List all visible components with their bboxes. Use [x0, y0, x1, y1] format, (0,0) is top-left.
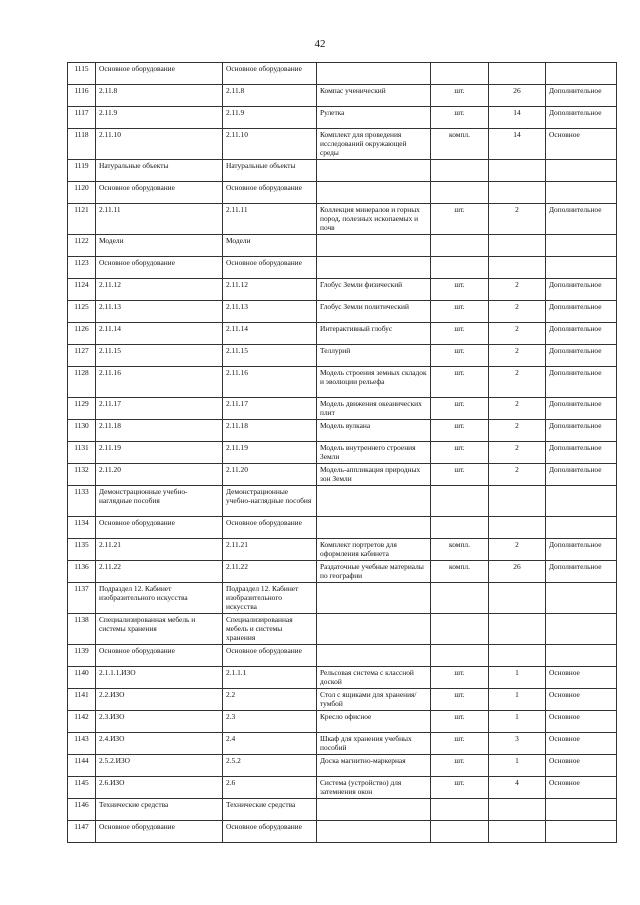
- table-row: [68, 63, 617, 85]
- item-name-cell: 2.11.8: [96, 85, 223, 107]
- item-code-cell: 2.5.2: [223, 755, 317, 777]
- row-number-cell: 1122: [68, 235, 96, 257]
- table-row: [68, 420, 617, 442]
- unit-cell: [431, 63, 489, 85]
- type-cell: Дополнительное: [546, 442, 617, 464]
- type-cell: Дополнительное: [546, 539, 617, 561]
- unit-cell: шт.: [431, 279, 489, 301]
- row-number-cell: 1137: [68, 583, 96, 614]
- description-cell: Глобус Земли политический: [317, 301, 431, 323]
- table-row: [68, 614, 617, 645]
- type-cell: [546, 583, 617, 614]
- table-row: [68, 711, 617, 733]
- table-row: [68, 301, 617, 323]
- table-row: [68, 345, 617, 367]
- quantity-cell: 1: [489, 755, 546, 777]
- type-cell: Дополнительное: [546, 107, 617, 129]
- description-cell: Модель строения земных складок и эволюции рельефа: [317, 367, 431, 398]
- quantity-cell: 2: [489, 420, 546, 442]
- item-name-cell: 2.11.20: [96, 464, 223, 486]
- description-cell: Компас ученический: [317, 85, 431, 107]
- quantity-cell: 2: [489, 464, 546, 486]
- type-cell: Основное: [546, 733, 617, 755]
- row-number-cell: 1117: [68, 107, 96, 129]
- item-name-cell: Основное оборудование: [96, 821, 223, 843]
- description-cell: [317, 614, 431, 645]
- table-row: [68, 279, 617, 301]
- type-cell: Основное: [546, 777, 617, 799]
- row-number-cell: 1129: [68, 398, 96, 420]
- item-code-cell: 2.11.20: [223, 464, 317, 486]
- item-code-cell: 2.4: [223, 733, 317, 755]
- item-name-cell: 2.11.15: [96, 345, 223, 367]
- description-cell: Модель внутреннего строения Земли: [317, 442, 431, 464]
- unit-cell: [431, 799, 489, 821]
- item-code-cell: 2.11.19: [223, 442, 317, 464]
- unit-cell: шт.: [431, 301, 489, 323]
- item-name-cell: Демонстрационные учебно-наглядные пособия: [96, 486, 223, 517]
- item-name-cell: 2.11.21: [96, 539, 223, 561]
- type-cell: [546, 182, 617, 204]
- quantity-cell: [489, 821, 546, 843]
- item-code-cell: 2.11.13: [223, 301, 317, 323]
- row-number-cell: 1138: [68, 614, 96, 645]
- row-number-cell: 1119: [68, 160, 96, 182]
- row-number-cell: 1131: [68, 442, 96, 464]
- description-cell: [317, 583, 431, 614]
- quantity-cell: 2: [489, 204, 546, 235]
- item-name-cell: 2.1.1.1.ИЗО: [96, 667, 223, 689]
- row-number-cell: 1124: [68, 279, 96, 301]
- item-code-cell: Основное оборудование: [223, 63, 317, 85]
- item-code-cell: 2.11.11: [223, 204, 317, 235]
- quantity-cell: [489, 799, 546, 821]
- quantity-cell: [489, 517, 546, 539]
- unit-cell: [431, 257, 489, 279]
- description-cell: Модель-аппликация природных зон Земли: [317, 464, 431, 486]
- quantity-cell: 2: [489, 442, 546, 464]
- description-cell: Стол с ящиками для хранения/тумбой: [317, 689, 431, 711]
- unit-cell: шт.: [431, 755, 489, 777]
- type-cell: Основное: [546, 667, 617, 689]
- unit-cell: [431, 160, 489, 182]
- item-code-cell: Натуральные объекты: [223, 160, 317, 182]
- table-row: [68, 182, 617, 204]
- type-cell: Основное: [546, 755, 617, 777]
- table-row: [68, 367, 617, 398]
- table-row: [68, 107, 617, 129]
- description-cell: Модель вулкана: [317, 420, 431, 442]
- description-cell: [317, 63, 431, 85]
- unit-cell: [431, 583, 489, 614]
- table-row: [68, 160, 617, 182]
- item-name-cell: 2.5.2.ИЗО: [96, 755, 223, 777]
- quantity-cell: 1: [489, 689, 546, 711]
- row-number-cell: 1118: [68, 129, 96, 160]
- unit-cell: [431, 614, 489, 645]
- row-number-cell: 1132: [68, 464, 96, 486]
- description-cell: Раздаточные учебные материалы по географии: [317, 561, 431, 583]
- type-cell: [546, 257, 617, 279]
- quantity-cell: 4: [489, 777, 546, 799]
- unit-cell: шт.: [431, 777, 489, 799]
- row-number-cell: 1143: [68, 733, 96, 755]
- description-cell: [317, 486, 431, 517]
- type-cell: Дополнительное: [546, 279, 617, 301]
- unit-cell: шт.: [431, 711, 489, 733]
- table-row: [68, 689, 617, 711]
- description-cell: [317, 821, 431, 843]
- quantity-cell: [489, 645, 546, 667]
- item-code-cell: Технические средства: [223, 799, 317, 821]
- type-cell: [546, 486, 617, 517]
- type-cell: [546, 799, 617, 821]
- item-code-cell: 2.11.16: [223, 367, 317, 398]
- quantity-cell: 1: [489, 711, 546, 733]
- row-number-cell: 1120: [68, 182, 96, 204]
- item-code-cell: 2.11.15: [223, 345, 317, 367]
- unit-cell: [431, 235, 489, 257]
- item-name-cell: 2.2.ИЗО: [96, 689, 223, 711]
- item-code-cell: Основное оборудование: [223, 257, 317, 279]
- item-name-cell: Основное оборудование: [96, 645, 223, 667]
- table-row: [68, 204, 617, 235]
- unit-cell: [431, 645, 489, 667]
- description-cell: [317, 160, 431, 182]
- unit-cell: шт.: [431, 689, 489, 711]
- item-name-cell: Основное оборудование: [96, 257, 223, 279]
- quantity-cell: [489, 235, 546, 257]
- quantity-cell: 14: [489, 107, 546, 129]
- item-code-cell: Основное оборудование: [223, 645, 317, 667]
- unit-cell: шт.: [431, 420, 489, 442]
- description-cell: [317, 235, 431, 257]
- item-name-cell: 2.11.19: [96, 442, 223, 464]
- item-name-cell: 2.3.ИЗО: [96, 711, 223, 733]
- unit-cell: шт.: [431, 85, 489, 107]
- row-number-cell: 1147: [68, 821, 96, 843]
- row-number-cell: 1133: [68, 486, 96, 517]
- item-name-cell: Специализированная мебель и системы хранения: [96, 614, 223, 645]
- type-cell: Основное: [546, 689, 617, 711]
- item-name-cell: 2.11.18: [96, 420, 223, 442]
- item-name-cell: 2.11.9: [96, 107, 223, 129]
- quantity-cell: [489, 614, 546, 645]
- row-number-cell: 1127: [68, 345, 96, 367]
- quantity-cell: 26: [489, 85, 546, 107]
- quantity-cell: [489, 160, 546, 182]
- quantity-cell: 2: [489, 367, 546, 398]
- unit-cell: компл.: [431, 129, 489, 160]
- item-name-cell: Основное оборудование: [96, 517, 223, 539]
- quantity-cell: 26: [489, 561, 546, 583]
- unit-cell: компл.: [431, 539, 489, 561]
- quantity-cell: 2: [489, 323, 546, 345]
- quantity-cell: 2: [489, 301, 546, 323]
- unit-cell: шт.: [431, 367, 489, 398]
- table-row: [68, 755, 617, 777]
- row-number-cell: 1145: [68, 777, 96, 799]
- row-number-cell: 1146: [68, 799, 96, 821]
- table-row: [68, 539, 617, 561]
- unit-cell: шт.: [431, 323, 489, 345]
- unit-cell: шт.: [431, 345, 489, 367]
- item-code-cell: 2.1.1.1: [223, 667, 317, 689]
- item-code-cell: Основное оборудование: [223, 517, 317, 539]
- table-body: [68, 63, 617, 843]
- description-cell: [317, 799, 431, 821]
- quantity-cell: 1: [489, 667, 546, 689]
- table-row: [68, 323, 617, 345]
- type-cell: Дополнительное: [546, 398, 617, 420]
- row-number-cell: 1116: [68, 85, 96, 107]
- table-row: [68, 442, 617, 464]
- unit-cell: [431, 486, 489, 517]
- unit-cell: шт.: [431, 107, 489, 129]
- item-code-cell: Основное оборудование: [223, 182, 317, 204]
- item-name-cell: 2.4.ИЗО: [96, 733, 223, 755]
- item-name-cell: 2.11.14: [96, 323, 223, 345]
- item-code-cell: 2.11.17: [223, 398, 317, 420]
- item-code-cell: Основное оборудование: [223, 821, 317, 843]
- description-cell: Шкаф для хранения учебных пособий: [317, 733, 431, 755]
- item-name-cell: Модели: [96, 235, 223, 257]
- unit-cell: компл.: [431, 561, 489, 583]
- quantity-cell: 2: [489, 539, 546, 561]
- unit-cell: шт.: [431, 398, 489, 420]
- item-name-cell: 2.11.22: [96, 561, 223, 583]
- item-code-cell: Подраздел 12. Кабинет изобразительного искусства: [223, 583, 317, 614]
- item-name-cell: 2.11.11: [96, 204, 223, 235]
- type-cell: [546, 517, 617, 539]
- table-row: [68, 645, 617, 667]
- description-cell: Комплект портретов для оформления кабинета: [317, 539, 431, 561]
- unit-cell: [431, 517, 489, 539]
- item-name-cell: 2.11.16: [96, 367, 223, 398]
- quantity-cell: [489, 583, 546, 614]
- unit-cell: шт.: [431, 733, 489, 755]
- item-code-cell: 2.11.18: [223, 420, 317, 442]
- item-name-cell: Подраздел 12. Кабинет изобразительного искусства: [96, 583, 223, 614]
- quantity-cell: [489, 257, 546, 279]
- quantity-cell: [489, 63, 546, 85]
- item-code-cell: 2.11.10: [223, 129, 317, 160]
- table-row: [68, 464, 617, 486]
- row-number-cell: 1126: [68, 323, 96, 345]
- row-number-cell: 1142: [68, 711, 96, 733]
- description-cell: [317, 257, 431, 279]
- row-number-cell: 1136: [68, 561, 96, 583]
- type-cell: [546, 614, 617, 645]
- item-code-cell: Модели: [223, 235, 317, 257]
- description-cell: Рулетка: [317, 107, 431, 129]
- row-number-cell: 1123: [68, 257, 96, 279]
- type-cell: Дополнительное: [546, 204, 617, 235]
- type-cell: [546, 645, 617, 667]
- table-row: [68, 257, 617, 279]
- type-cell: [546, 821, 617, 843]
- type-cell: Дополнительное: [546, 301, 617, 323]
- item-name-cell: 2.6.ИЗО: [96, 777, 223, 799]
- table-row: [68, 486, 617, 517]
- table-row: [68, 799, 617, 821]
- type-cell: [546, 160, 617, 182]
- table-row: [68, 398, 617, 420]
- table-row: [68, 667, 617, 689]
- table-row: [68, 733, 617, 755]
- quantity-cell: 3: [489, 733, 546, 755]
- description-cell: [317, 517, 431, 539]
- item-code-cell: 2.11.8: [223, 85, 317, 107]
- table-row: [68, 517, 617, 539]
- description-cell: Кресло офисное: [317, 711, 431, 733]
- type-cell: Дополнительное: [546, 323, 617, 345]
- row-number-cell: 1141: [68, 689, 96, 711]
- item-code-cell: 2.2: [223, 689, 317, 711]
- row-number-cell: 1140: [68, 667, 96, 689]
- item-name-cell: 2.11.12: [96, 279, 223, 301]
- unit-cell: шт.: [431, 667, 489, 689]
- description-cell: Коллекция минералов и горных пород, полезных ископаемых и почв: [317, 204, 431, 235]
- item-name-cell: 2.11.13: [96, 301, 223, 323]
- type-cell: Дополнительное: [546, 420, 617, 442]
- row-number-cell: 1125: [68, 301, 96, 323]
- description-cell: [317, 645, 431, 667]
- unit-cell: [431, 821, 489, 843]
- row-number-cell: 1144: [68, 755, 96, 777]
- table-row: [68, 129, 617, 160]
- type-cell: Дополнительное: [546, 367, 617, 398]
- description-cell: Рельсовая система с классной доской: [317, 667, 431, 689]
- table-row: [68, 821, 617, 843]
- unit-cell: шт.: [431, 464, 489, 486]
- row-number-cell: 1121: [68, 204, 96, 235]
- item-code-cell: 2.11.22: [223, 561, 317, 583]
- description-cell: Глобус Земли физический: [317, 279, 431, 301]
- type-cell: Основное: [546, 711, 617, 733]
- unit-cell: [431, 182, 489, 204]
- quantity-cell: 2: [489, 345, 546, 367]
- item-name-cell: 2.11.17: [96, 398, 223, 420]
- item-name-cell: Технические средства: [96, 799, 223, 821]
- table-row: [68, 85, 617, 107]
- description-cell: Теллурий: [317, 345, 431, 367]
- item-code-cell: 2.3: [223, 711, 317, 733]
- unit-cell: шт.: [431, 442, 489, 464]
- item-name-cell: Основное оборудование: [96, 63, 223, 85]
- item-name-cell: 2.11.10: [96, 129, 223, 160]
- description-cell: Интерактивный глобус: [317, 323, 431, 345]
- row-number-cell: 1130: [68, 420, 96, 442]
- quantity-cell: 2: [489, 398, 546, 420]
- description-cell: Модель движения океанических плит: [317, 398, 431, 420]
- table-row: [68, 583, 617, 614]
- unit-cell: шт.: [431, 204, 489, 235]
- row-number-cell: 1134: [68, 517, 96, 539]
- description-cell: [317, 182, 431, 204]
- item-code-cell: 2.6: [223, 777, 317, 799]
- item-code-cell: 2.11.21: [223, 539, 317, 561]
- type-cell: Дополнительное: [546, 85, 617, 107]
- type-cell: Дополнительное: [546, 464, 617, 486]
- description-cell: Система (устройство) для затемнения окон: [317, 777, 431, 799]
- item-name-cell: Натуральные объекты: [96, 160, 223, 182]
- equipment-table: [67, 62, 617, 843]
- type-cell: Основное: [546, 129, 617, 160]
- description-cell: Доска магнитно-маркерная: [317, 755, 431, 777]
- type-cell: Дополнительное: [546, 561, 617, 583]
- item-code-cell: Демонстрационные учебно-наглядные пособия: [223, 486, 317, 517]
- item-code-cell: Специализированная мебель и системы хранения: [223, 614, 317, 645]
- type-cell: Дополнительное: [546, 345, 617, 367]
- page-number: 42: [314, 38, 326, 50]
- type-cell: [546, 63, 617, 85]
- description-cell: Комплект для проведения исследований окружающей среды: [317, 129, 431, 160]
- table-row: [68, 561, 617, 583]
- table-row: [68, 235, 617, 257]
- type-cell: [546, 235, 617, 257]
- quantity-cell: 2: [489, 279, 546, 301]
- item-code-cell: 2.11.9: [223, 107, 317, 129]
- row-number-cell: 1128: [68, 367, 96, 398]
- row-number-cell: 1115: [68, 63, 96, 85]
- row-number-cell: 1139: [68, 645, 96, 667]
- quantity-cell: 14: [489, 129, 546, 160]
- item-code-cell: 2.11.14: [223, 323, 317, 345]
- row-number-cell: 1135: [68, 539, 96, 561]
- quantity-cell: [489, 182, 546, 204]
- quantity-cell: [489, 486, 546, 517]
- table-row: [68, 777, 617, 799]
- item-code-cell: 2.11.12: [223, 279, 317, 301]
- item-name-cell: Основное оборудование: [96, 182, 223, 204]
